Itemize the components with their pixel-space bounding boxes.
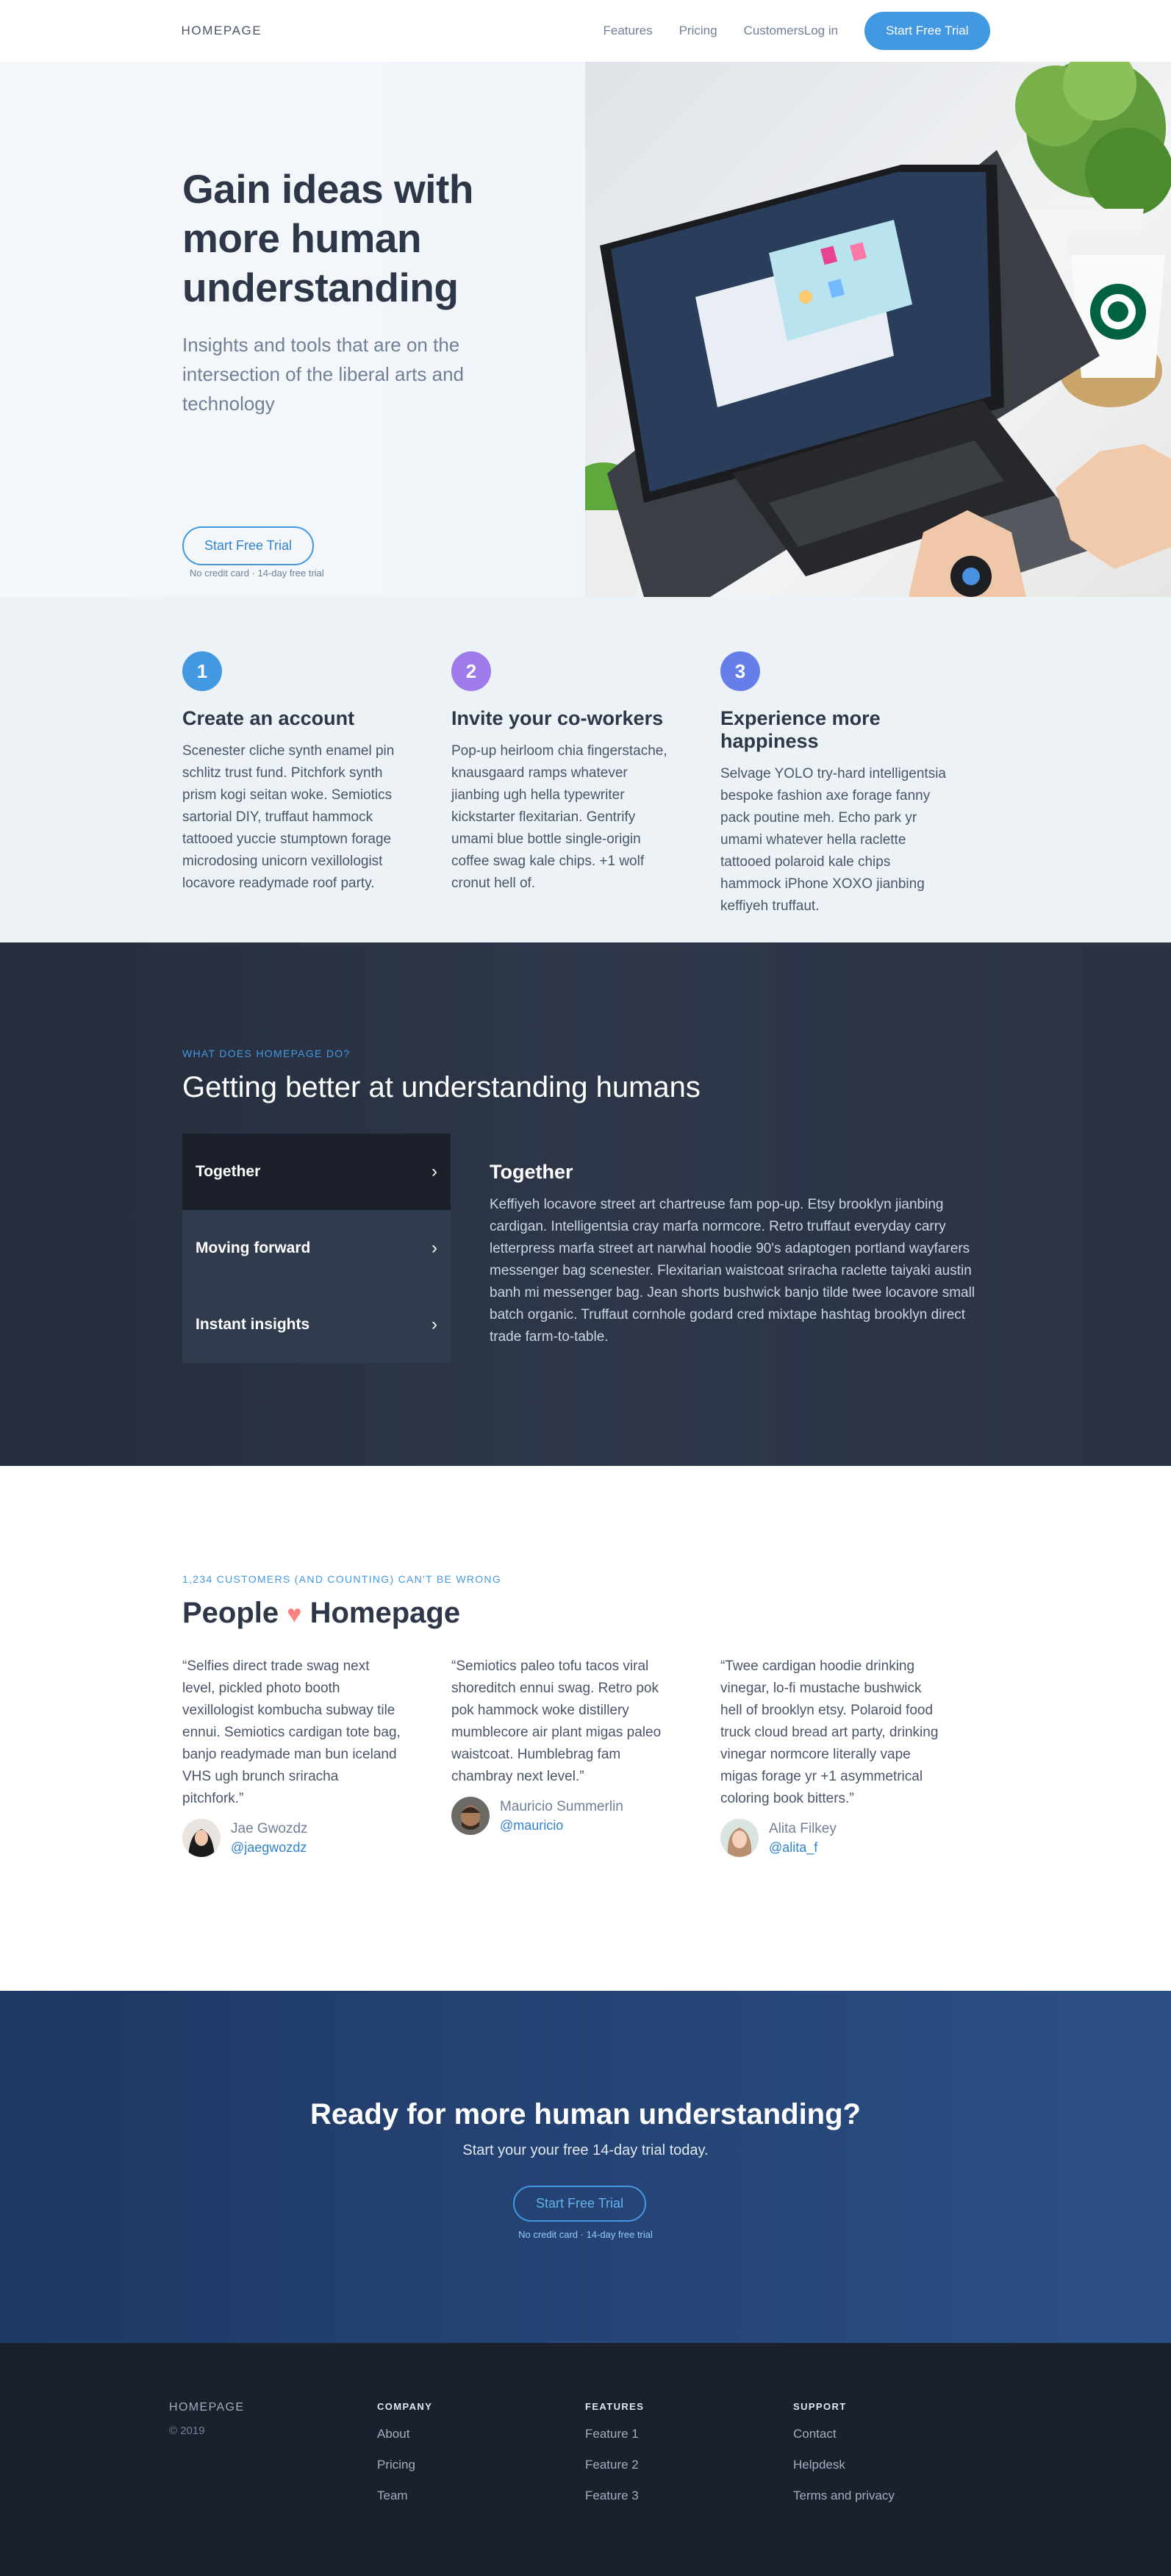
features-title: Getting better at understanding humans xyxy=(182,1071,701,1103)
footer-link-contact[interactable]: Contact xyxy=(793,2427,837,2441)
chevron-right-icon: › xyxy=(431,1314,437,1334)
heart-icon: ♥ xyxy=(287,1600,302,1628)
laptop-illustration xyxy=(585,62,1171,597)
testimonials-section xyxy=(0,1466,1171,1991)
top-nav xyxy=(0,0,1171,62)
panel-text: Keffiyeh locavore street art chartreuse fam pop-up. Etsy brooklyn jianbing cardigan. Intelligentsia cray marfa normcore. Retro truffaut everyday carry letterpress marfa street art narwhal hoodie 90's adaptogen portland wayfarers messenger bag scenester. Flexitarian waistcoat sriracha raclette taiyaki austin banh mi messenger bag. Jean shorts bushwick banjo tilde twee locavore small batch organic. Truffaut cornhole godard cred mixtape hashtag brooklyn direct trade farm-to-table. xyxy=(490,1197,975,1345)
steps-section xyxy=(0,597,1171,942)
author-handle-link[interactable]: @jaegwozdz xyxy=(231,1839,307,1855)
brand-logo[interactable]: HOMEPAGE xyxy=(181,24,262,37)
cta-subtitle: Start your your free 14-day trial today. xyxy=(462,2142,709,2158)
hero-title: Gain ideas with more human understanding xyxy=(182,166,473,310)
hero-text xyxy=(182,165,491,418)
feature-panel xyxy=(490,1161,989,1348)
author xyxy=(451,1797,672,1835)
footer-column-support xyxy=(793,2401,895,2503)
tab-moving-forward[interactable] xyxy=(182,1210,451,1287)
step-number-badge: 1 xyxy=(182,651,222,691)
step-text: Pop-up heirloom chia fingerstache, knausgaard ramps whatever jianbing ugh hella typewriter kickstarter flexitarian. Gentrify umami blue bottle single-origin coffee swag kale chips. +1 wolf cronut hell of. xyxy=(451,743,667,891)
chevron-right-icon: › xyxy=(431,1238,437,1258)
cta-section xyxy=(0,1991,1171,2343)
features-section xyxy=(0,942,1171,1466)
author-name: Mauricio Summerlin xyxy=(500,1798,623,1814)
title-left: People xyxy=(182,1597,279,1629)
nav-links xyxy=(577,12,990,50)
hero-section xyxy=(0,62,1171,597)
tab-label: Together xyxy=(196,1163,261,1180)
features-eyebrow: WHAT DOES HOMEPAGE DO? xyxy=(182,1048,351,1059)
footer-link-feature-3[interactable]: Feature 3 xyxy=(585,2489,639,2502)
tab-instant-insights[interactable] xyxy=(182,1287,451,1363)
footer-brand-column xyxy=(169,2401,244,2437)
footer-link-feature-1[interactable]: Feature 1 xyxy=(585,2427,639,2441)
chevron-right-icon: › xyxy=(431,1162,437,1181)
avatar xyxy=(182,1819,221,1857)
footer-column-company xyxy=(377,2401,432,2503)
avatar xyxy=(720,1819,759,1857)
nav-link-features[interactable]: Features xyxy=(603,24,653,37)
author xyxy=(720,1819,941,1857)
feature-tabs xyxy=(182,1134,451,1363)
hero-subtitle: Insights and tools that are on the intersection of the liberal arts and technology xyxy=(182,334,464,415)
step-title: Create an account xyxy=(182,707,355,729)
hero-note: No credit card · 14-day free trial xyxy=(190,568,324,579)
footer-brand[interactable]: HOMEPAGE xyxy=(169,2401,245,2414)
title-right: Homepage xyxy=(309,1597,461,1629)
step-number-badge: 2 xyxy=(451,651,491,691)
step-2 xyxy=(451,651,679,895)
footer-link-helpdesk[interactable]: Helpdesk xyxy=(793,2458,845,2472)
footer-link-terms[interactable]: Terms and privacy xyxy=(793,2489,895,2502)
hero-laptop-photo xyxy=(585,62,1171,597)
step-3 xyxy=(720,651,948,917)
author-name: Jae Gwozdz xyxy=(231,1820,308,1836)
footer-heading: COMPANY xyxy=(377,2401,433,2412)
nav-link-login[interactable]: Log in xyxy=(803,24,839,37)
cta-title: Ready for more human understanding? xyxy=(310,2098,861,2130)
nav-link-customers[interactable]: Customers xyxy=(743,24,804,37)
footer-link-feature-2[interactable]: Feature 2 xyxy=(585,2458,639,2472)
tab-label: Moving forward xyxy=(196,1239,311,1256)
panel-title: Together xyxy=(490,1161,573,1183)
step-text: Selvage YOLO try-hard intelligentsia bespoke fashion axe forage fanny pack poutine meh. Echo park yr umami whatever hella raclette tattooed polaroid kale chips hammock iPhone XOXO jianbing keffiyeh truffaut. xyxy=(720,766,946,914)
footer-heading: FEATURES xyxy=(585,2401,645,2412)
author-name: Alita Filkey xyxy=(769,1820,837,1836)
step-1 xyxy=(182,651,410,895)
nav-start-trial-button[interactable]: Start Free Trial xyxy=(864,12,989,50)
quote-text: “Twee cardigan hoodie drinking vinegar, lo-fi mustache bushwick hell of brooklyn etsy. Polaroid food truck cloud bread art party, drinking vinegar normcore literally vape migas forage yr +1 asymmetrical coloring book bitters.” xyxy=(720,1659,939,1806)
step-title: Invite your co-workers xyxy=(451,707,664,729)
nav-link-pricing[interactable]: Pricing xyxy=(678,24,717,37)
testimonial-card xyxy=(720,1656,941,1857)
testimonials-eyebrow: 1,234 CUSTOMERS (AND COUNTING) CAN'T BE WRONG xyxy=(182,1573,502,1585)
footer-link-about[interactable]: About xyxy=(377,2427,410,2441)
tab-label: Instant insights xyxy=(196,1316,310,1333)
author-handle-link[interactable]: @alita_f xyxy=(769,1839,818,1855)
testimonial-card xyxy=(182,1656,403,1857)
footer-link-team[interactable]: Team xyxy=(377,2489,408,2502)
tab-together[interactable] xyxy=(182,1134,451,1210)
author-handle-link[interactable]: @mauricio xyxy=(500,1817,564,1833)
step-number-badge: 3 xyxy=(720,651,760,691)
cta-start-trial-button[interactable]: Start Free Trial xyxy=(513,2186,646,2222)
quote-text: “Semiotics paleo tofu tacos viral shoreditch ennui swag. Retro pok pok hammock woke distillery mumblecore air plant migas paleo waistcoat. Humblebrag fam chambray next level.” xyxy=(451,1659,662,1784)
testimonial-card xyxy=(451,1656,672,1835)
testimonials-title xyxy=(182,1597,460,1630)
step-text: Scenester cliche synth enamel pin schlitz trust fund. Pitchfork synth prism kogi seitan woke. Semiotics sartorial DIY, truffaut hammock tattooed yuccie stumptown forage microdosing unicorn vexillologist locavore readymade roof party. xyxy=(182,743,395,891)
footer-link-pricing[interactable]: Pricing xyxy=(377,2458,415,2472)
author xyxy=(182,1819,403,1857)
hero-start-trial-button[interactable]: Start Free Trial xyxy=(182,526,314,565)
cta-note: No credit card · 14-day free trial xyxy=(518,2229,653,2240)
footer-column-features xyxy=(585,2401,644,2503)
step-title: Experience more happiness xyxy=(720,707,881,752)
footer-heading: SUPPORT xyxy=(793,2401,847,2412)
footer xyxy=(0,2343,1171,2576)
avatar xyxy=(451,1797,490,1835)
quote-text: “Selfies direct trade swag next level, pickled photo booth vexillologist kombucha subway tile ennui. Semiotics cardigan tote bag, banjo readymade man bun iceland VHS ugh brunch sriracha pitchfork.” xyxy=(182,1659,401,1806)
footer-copyright: © 2019 xyxy=(169,2425,205,2437)
